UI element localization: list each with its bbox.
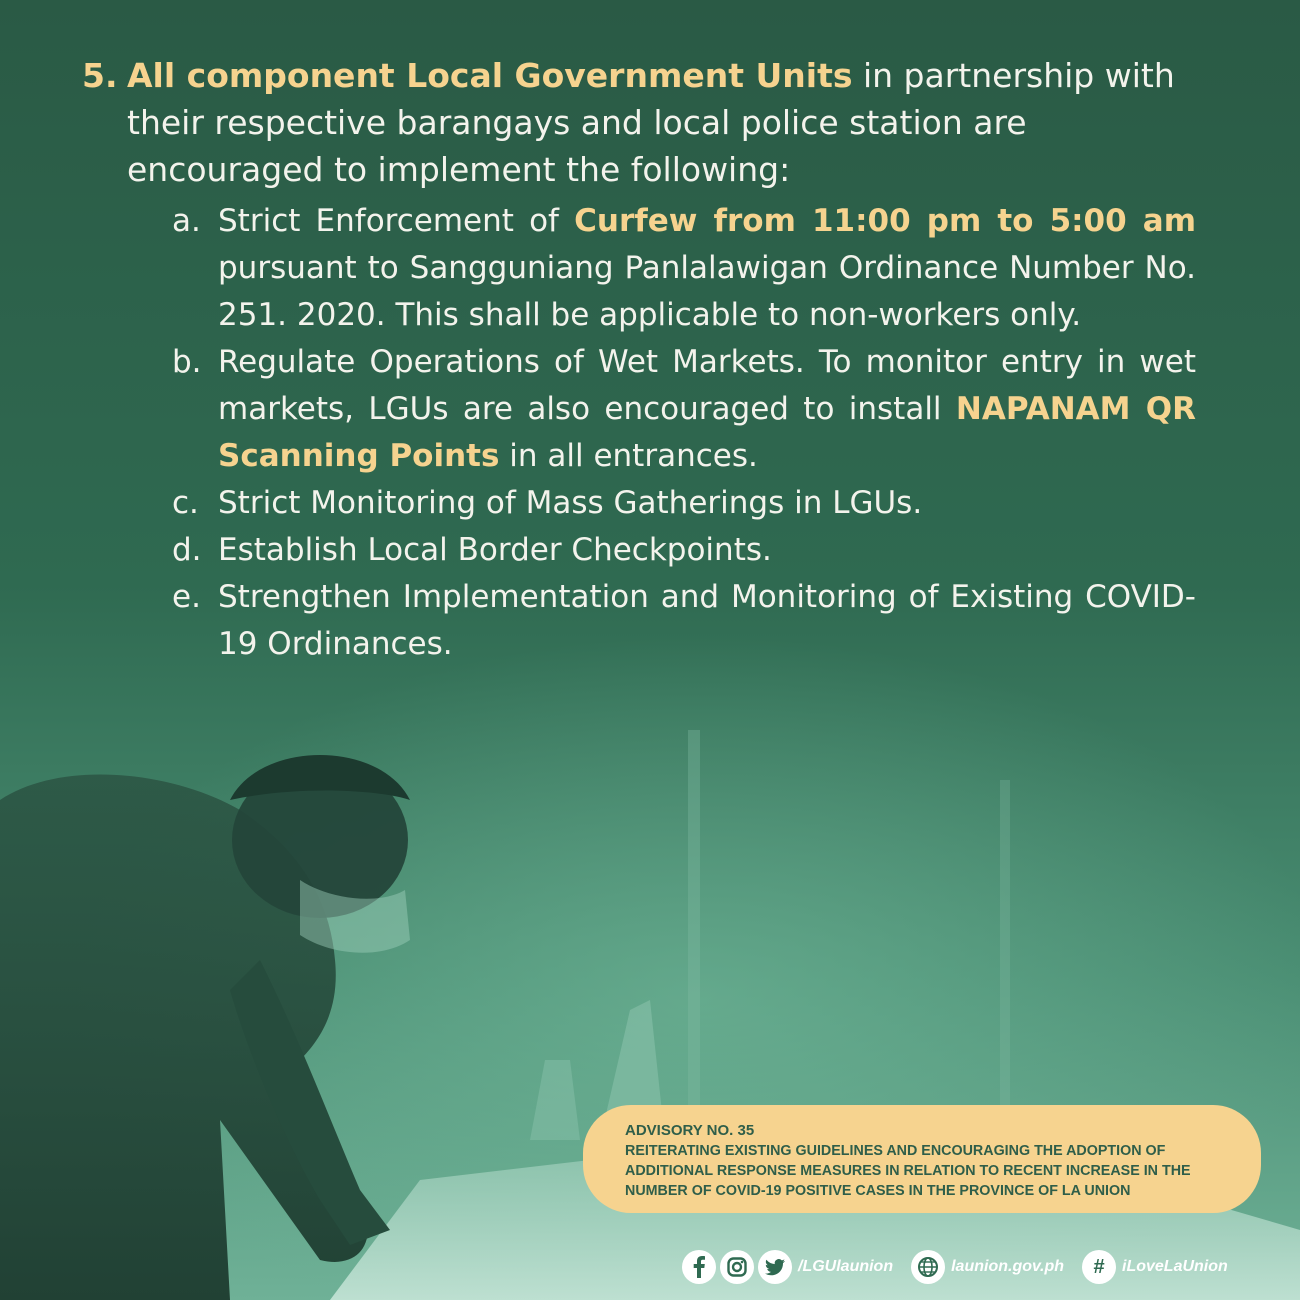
advisory-number: ADVISORY NO. 35 bbox=[625, 1122, 755, 1139]
item-5-lead-bold: All component Local Government Units bbox=[127, 56, 853, 95]
list-item bbox=[172, 574, 1196, 668]
list-item-text: Establish Local Border Checkpoints. bbox=[218, 532, 772, 568]
list-item bbox=[172, 198, 1196, 339]
advisory-description: REITERATING EXISTING GUIDELINES AND ENCOURAGING THE ADOPTION OF ADDITIONAL RESPONSE MEASURES IN RELATION TO RECENT INCREASE IN THE NUMBER OF COVID-19 POSITIVE CASES IN THE PROVINCE OF LA UNION bbox=[625, 1143, 1191, 1199]
item-5-lead-rest: in partnership with their respective barangays and local police station are encouraged to implement the following: bbox=[127, 56, 1175, 189]
list-item bbox=[172, 480, 1196, 527]
list-item-letter: a. bbox=[172, 203, 201, 239]
item-number: 5. bbox=[82, 56, 118, 95]
globe-icon bbox=[911, 1250, 945, 1284]
item-5 bbox=[82, 52, 1202, 193]
advisory-badge bbox=[583, 1105, 1261, 1213]
list-item-text: Strengthen Implementation and Monitoring of Existing COVID-19 Ordinances. bbox=[218, 579, 1196, 662]
twitter-icon[interactable] bbox=[758, 1250, 792, 1284]
hashtag-text[interactable]: iLoveLaUnion bbox=[1122, 1258, 1228, 1275]
qr-scanning-highlight: NAPANAM QR Scanning Points bbox=[218, 391, 1197, 474]
list-item-text: Strict Monitoring of Mass Gatherings in LGUs. bbox=[218, 485, 923, 521]
social-handle[interactable]: /LGUlaunion bbox=[798, 1258, 894, 1275]
curfew-highlight: Curfew from 11:00 pm to 5:00 am bbox=[574, 203, 1197, 239]
instagram-icon[interactable] bbox=[720, 1250, 754, 1284]
facebook-icon[interactable] bbox=[682, 1250, 716, 1284]
list-item-text-part: pursuant to Sangguniang Panlalawigan Ordinance Number No. 251. 2020. This shall be applicable to non-workers only. bbox=[218, 250, 1196, 333]
hashtag-icon: # bbox=[1082, 1250, 1116, 1284]
list-item-text-part: in all entrances. bbox=[499, 438, 758, 474]
list-item-text-part: Strict Enforcement of bbox=[218, 203, 575, 239]
measures-list bbox=[172, 198, 1196, 668]
social-footer bbox=[682, 1248, 1282, 1286]
list-item-letter: e. bbox=[172, 579, 201, 615]
list-item bbox=[172, 527, 1196, 574]
list-item-letter: b. bbox=[172, 344, 202, 380]
list-item-letter: d. bbox=[172, 532, 202, 568]
list-item-text-part: Regulate Operations of Wet Markets. To monitor entry in wet markets, LGUs are also encouraged to install bbox=[218, 344, 1196, 427]
list-item-letter: c. bbox=[172, 485, 199, 521]
website-link[interactable]: launion.gov.ph bbox=[951, 1258, 1064, 1275]
item-5-text bbox=[127, 52, 1202, 193]
list-item-text bbox=[218, 339, 1196, 480]
list-item-text bbox=[218, 198, 1196, 339]
list-item bbox=[172, 339, 1196, 480]
